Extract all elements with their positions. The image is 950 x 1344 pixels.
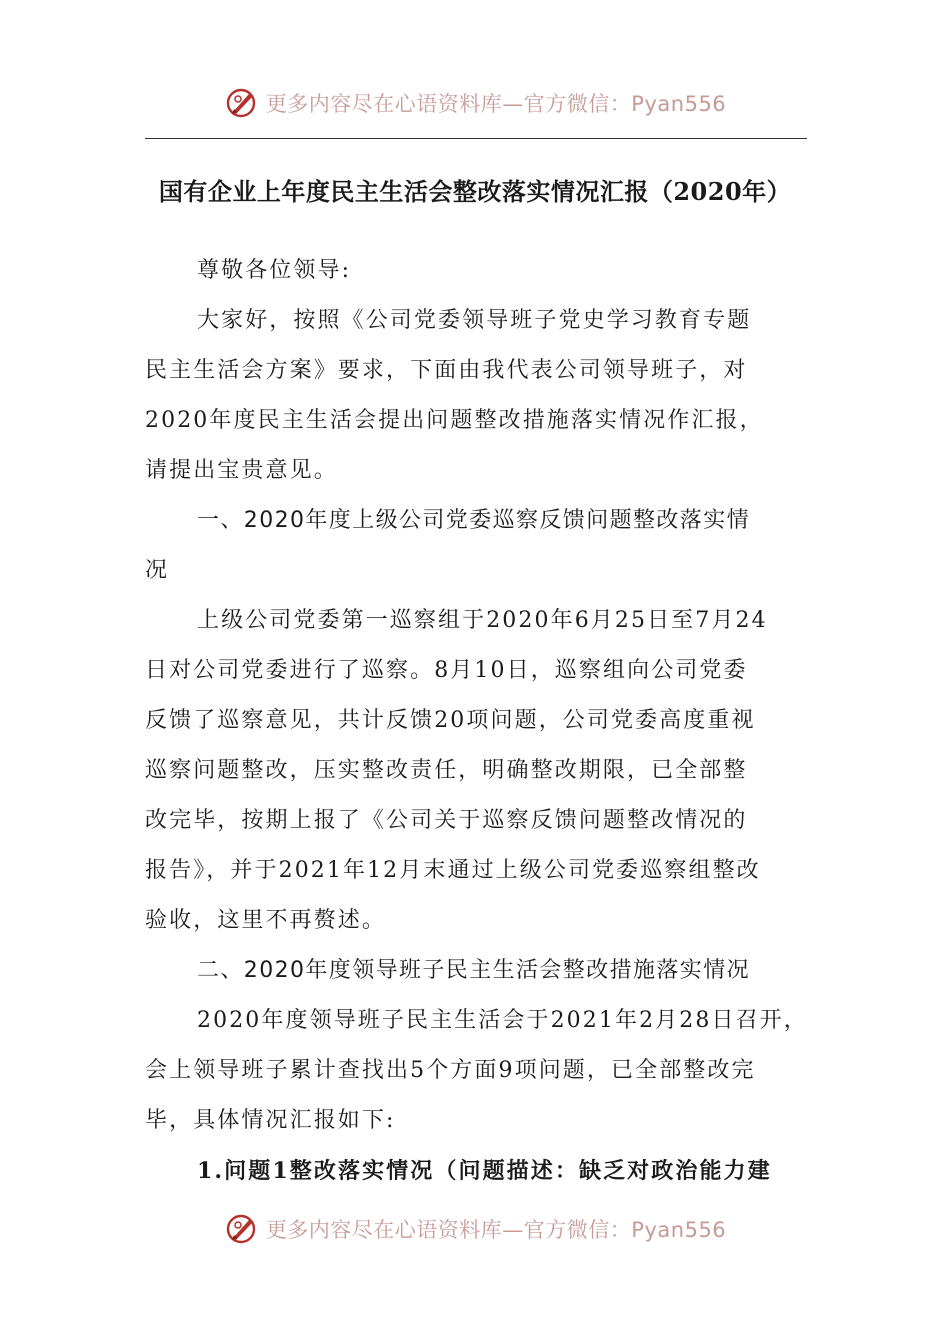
inspection-paragraph xyxy=(145,596,807,946)
text-line: 大家好，按照《公司党委领导班子党史学习教育专题 xyxy=(197,308,752,333)
text-line: 验收，这里不再赘述。 xyxy=(145,908,387,933)
document-title: 国有企业上年度民主生活会整改落实情况汇报（2020年） xyxy=(158,177,792,206)
meeting-paragraph xyxy=(145,996,807,1146)
intro-paragraph xyxy=(145,296,807,496)
text-line: 请提出宝贵意见。 xyxy=(145,458,338,483)
footer-banner xyxy=(0,1204,950,1254)
text-line: 上级公司党委第一巡察组于2020年6月25日至7月24 xyxy=(197,608,768,633)
header-banner xyxy=(0,78,950,128)
text-line: 2020年度民主生活会提出问题整改措施落实情况作汇报， xyxy=(145,408,764,433)
text-line: 改完毕，按期上报了《公司关于巡察反馈问题整改情况的 xyxy=(145,808,748,833)
pen-circle-logo-icon xyxy=(224,1211,260,1247)
banner-text: 更多内容尽在心语资料库—官方微信：Pyan556 xyxy=(265,92,727,116)
text-line: 2020年度领导班子民主生活会于2021年2月28日召开， xyxy=(197,1008,808,1033)
heading-line: 况 xyxy=(145,558,169,583)
text-line: 毕，具体情况汇报如下: xyxy=(145,1108,396,1133)
section-heading-1 xyxy=(145,496,807,596)
text-line: 巡察问题整改，压实整改责任，明确整改期限，已全部整 xyxy=(145,758,748,783)
item-1-heading: 1.问题1整改落实情况（问题描述：缺乏对政治能力建 xyxy=(197,1158,772,1184)
text-line: 报告》，并于2021年12月末通过上级公司党委巡察组整改 xyxy=(145,858,761,883)
text-line: 反馈了巡察意见，共计反馈20项问题，公司党委高度重视 xyxy=(145,708,756,733)
salutation: 尊敬各位领导: xyxy=(197,258,352,283)
heading-line: 一、2020年度上级公司党委巡察反馈问题整改落实情 xyxy=(197,508,750,533)
header-divider xyxy=(145,138,807,139)
document-body xyxy=(145,246,807,1196)
text-line: 日对公司党委进行了巡察。8月10日，巡察组向公司党委 xyxy=(145,658,748,683)
banner-text: 更多内容尽在心语资料库—官方微信：Pyan556 xyxy=(265,1218,727,1242)
text-line: 民主生活会方案》要求，下面由我代表公司领导班子，对 xyxy=(145,358,748,383)
text-line: 会上领导班子累计查找出5个方面9项问题，已全部整改完 xyxy=(145,1058,756,1083)
section-heading-2: 二、2020年度领导班子民主生活会整改措施落实情况 xyxy=(197,958,750,983)
pen-circle-logo-icon xyxy=(224,85,260,121)
